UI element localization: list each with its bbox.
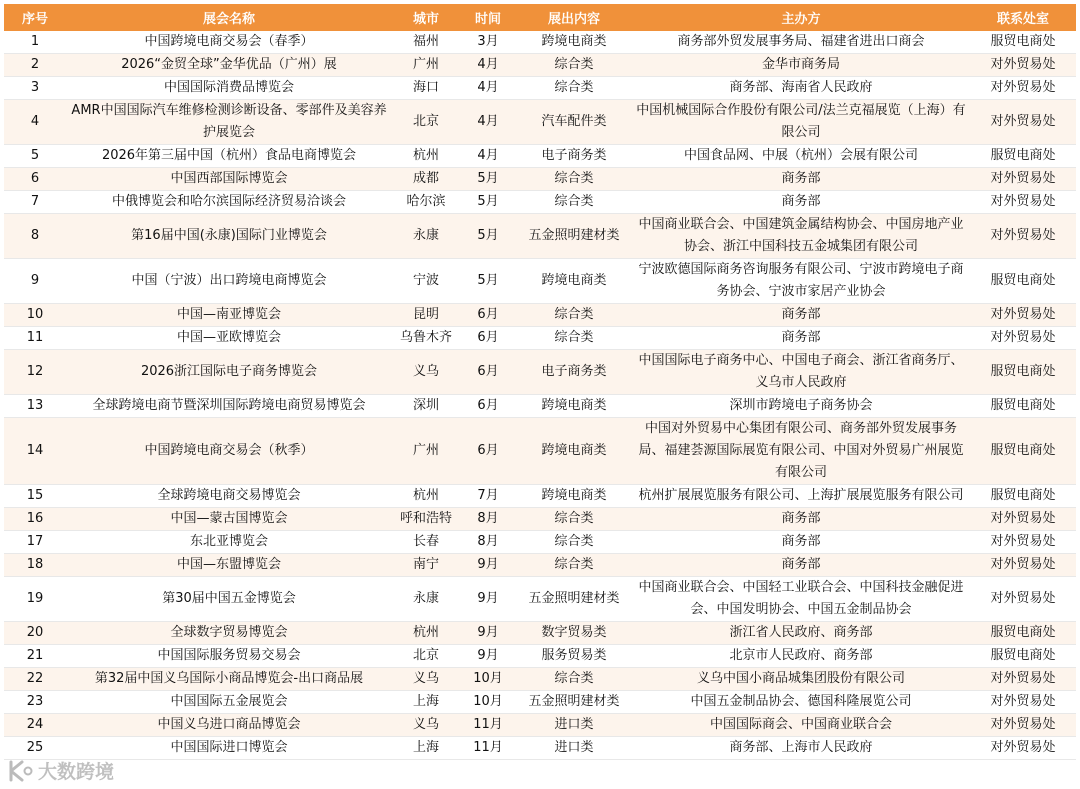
cell-index: 20 [4,622,66,645]
cell-city: 广州 [392,54,460,77]
cell-month: 9月 [460,554,516,577]
cell-index: 9 [4,259,66,304]
cell-index: 21 [4,645,66,668]
cell-organizer: 中国机械国际合作股份有限公司/法兰克福展览（上海）有限公司 [632,100,970,145]
table-body [4,31,1076,760]
cell-category: 汽车配件类 [516,100,632,145]
cell-index: 15 [4,485,66,508]
cell-organizer: 商务部 [632,508,970,531]
cell-fair-name: 中国国际五金展览会 [66,691,392,714]
cell-month: 10月 [460,668,516,691]
cell-organizer: 商务部外贸发展事务局、福建省进出口商会 [632,31,970,54]
table-row [4,327,1076,350]
cell-organizer: 杭州扩展展览服务有限公司、上海扩展展览服务有限公司 [632,485,970,508]
cell-index: 14 [4,418,66,485]
cell-city: 义乌 [392,714,460,737]
table-row [4,191,1076,214]
cell-contact-office: 对外贸易处 [970,737,1076,760]
cell-month: 4月 [460,100,516,145]
cell-contact-office: 对外贸易处 [970,577,1076,622]
cell-city: 北京 [392,645,460,668]
cell-contact-office: 对外贸易处 [970,54,1076,77]
cell-index: 2 [4,54,66,77]
cell-city: 宁波 [392,259,460,304]
cell-index: 17 [4,531,66,554]
cell-month: 5月 [460,259,516,304]
cell-contact-office: 服贸电商处 [970,31,1076,54]
cell-index: 5 [4,145,66,168]
cell-fair-name: 中国跨境电商交易会（秋季） [66,418,392,485]
table-row [4,554,1076,577]
cell-city: 福州 [392,31,460,54]
cell-index: 7 [4,191,66,214]
cell-contact-office: 服贸电商处 [970,259,1076,304]
table-row [4,691,1076,714]
cell-contact-office: 对外贸易处 [970,168,1076,191]
cell-month: 6月 [460,304,516,327]
cell-index: 18 [4,554,66,577]
cell-index: 1 [4,31,66,54]
cell-fair-name: 全球跨境电商交易博览会 [66,485,392,508]
cell-month: 4月 [460,54,516,77]
cell-organizer: 商务部 [632,531,970,554]
cell-month: 4月 [460,77,516,100]
cell-category: 跨境电商类 [516,418,632,485]
cell-contact-office: 服贸电商处 [970,485,1076,508]
cell-organizer: 中国食品网、中展（杭州）会展有限公司 [632,145,970,168]
table-row [4,737,1076,760]
cell-fair-name: 全球数字贸易博览会 [66,622,392,645]
cell-city: 长春 [392,531,460,554]
table-row [4,304,1076,327]
cell-month: 9月 [460,577,516,622]
cell-category: 综合类 [516,168,632,191]
cell-contact-office: 对外贸易处 [970,304,1076,327]
table-row [4,214,1076,259]
cell-fair-name: AMR中国国际汽车维修检测诊断设备、零部件及美容养护展览会 [66,100,392,145]
cell-city: 广州 [392,418,460,485]
cell-city: 永康 [392,214,460,259]
cell-fair-name: 2026“金贸全球”金华优品（广州）展 [66,54,392,77]
cell-city: 义乌 [392,668,460,691]
cell-category: 综合类 [516,304,632,327]
cell-month: 8月 [460,531,516,554]
header-row [4,4,1076,31]
cell-fair-name: 中国—南亚博览会 [66,304,392,327]
cell-category: 电子商务类 [516,145,632,168]
cell-city: 永康 [392,577,460,622]
cell-city: 深圳 [392,395,460,418]
cell-index: 23 [4,691,66,714]
watermark-text: 大数跨境 [38,761,115,783]
cell-organizer: 浙江省人民政府、商务部 [632,622,970,645]
cell-organizer: 商务部 [632,327,970,350]
cell-city: 哈尔滨 [392,191,460,214]
table-row [4,54,1076,77]
cell-category: 综合类 [516,668,632,691]
cell-month: 9月 [460,645,516,668]
cell-city: 呼和浩特 [392,508,460,531]
table-row [4,485,1076,508]
cell-month: 10月 [460,691,516,714]
table-row [4,350,1076,395]
cell-category: 综合类 [516,191,632,214]
cell-organizer: 义乌中国小商品城集团股份有限公司 [632,668,970,691]
cell-fair-name: 中国—亚欧博览会 [66,327,392,350]
table-row [4,31,1076,54]
cell-fair-name: 2026浙江国际电子商务博览会 [66,350,392,395]
cell-contact-office: 对外贸易处 [970,77,1076,100]
table-row [4,77,1076,100]
cell-organizer: 商务部 [632,554,970,577]
cell-category: 综合类 [516,77,632,100]
cell-city: 昆明 [392,304,460,327]
cell-category: 综合类 [516,531,632,554]
cell-organizer: 中国商业联合会、中国轻工业联合会、中国科技金融促进会、中国发明协会、中国五金制品协会 [632,577,970,622]
cell-organizer: 深圳市跨境电子商务协会 [632,395,970,418]
cell-month: 8月 [460,508,516,531]
table-row [4,714,1076,737]
header-cell: 主办方 [632,4,970,31]
cell-fair-name: 中国—蒙古国博览会 [66,508,392,531]
cell-city: 南宁 [392,554,460,577]
cell-organizer: 中国商业联合会、中国建筑金属结构协会、中国房地产业协会、浙江中国科技五金城集团有限公司 [632,214,970,259]
cell-contact-office: 服贸电商处 [970,350,1076,395]
table-row [4,418,1076,485]
cell-index: 10 [4,304,66,327]
k-logo-icon [8,760,34,782]
cell-fair-name: 中国国际进口博览会 [66,737,392,760]
cell-organizer: 中国五金制品协会、德国科隆展览公司 [632,691,970,714]
header-cell: 联系处室 [970,4,1076,31]
cell-contact-office: 对外贸易处 [970,714,1076,737]
cell-index: 8 [4,214,66,259]
cell-fair-name: 中国国际服务贸易交易会 [66,645,392,668]
cell-city: 杭州 [392,145,460,168]
cell-index: 6 [4,168,66,191]
watermark [8,757,114,784]
cell-category: 五金照明建材类 [516,691,632,714]
cell-fair-name: 2026年第三届中国（杭州）食品电商博览会 [66,145,392,168]
cell-organizer: 商务部 [632,191,970,214]
cell-fair-name: 中国跨境电商交易会（春季） [66,31,392,54]
cell-index: 25 [4,737,66,760]
cell-fair-name: 中国义乌进口商品博览会 [66,714,392,737]
cell-month: 6月 [460,395,516,418]
cell-city: 杭州 [392,485,460,508]
cell-fair-name: 中国西部国际博览会 [66,168,392,191]
cell-category: 服务贸易类 [516,645,632,668]
cell-month: 4月 [460,145,516,168]
header-cell: 展会名称 [66,4,392,31]
table-row [4,145,1076,168]
fair-table [4,4,1076,760]
cell-contact-office: 服贸电商处 [970,395,1076,418]
cell-organizer: 金华市商务局 [632,54,970,77]
page [4,4,1076,760]
cell-index: 4 [4,100,66,145]
cell-month: 5月 [460,168,516,191]
cell-organizer: 中国对外贸易中心集团有限公司、商务部外贸发展事务局、福建荟源国际展览有限公司、中国对外贸易广州展览有限公司 [632,418,970,485]
cell-fair-name: 东北亚博览会 [66,531,392,554]
cell-organizer: 北京市人民政府、商务部 [632,645,970,668]
cell-fair-name: 第16届中国(永康)国际门业博览会 [66,214,392,259]
cell-contact-office: 对外贸易处 [970,327,1076,350]
cell-contact-office: 对外贸易处 [970,508,1076,531]
cell-category: 跨境电商类 [516,395,632,418]
cell-month: 11月 [460,737,516,760]
cell-city: 义乌 [392,350,460,395]
cell-city: 北京 [392,100,460,145]
cell-category: 五金照明建材类 [516,214,632,259]
cell-month: 5月 [460,191,516,214]
cell-contact-office: 对外贸易处 [970,691,1076,714]
table-row [4,168,1076,191]
cell-contact-office: 对外贸易处 [970,191,1076,214]
cell-fair-name: 全球跨境电商节暨深圳国际跨境电商贸易博览会 [66,395,392,418]
header-cell: 时间 [460,4,516,31]
cell-fair-name: 中国—东盟博览会 [66,554,392,577]
cell-category: 五金照明建材类 [516,577,632,622]
table-row [4,622,1076,645]
cell-city: 上海 [392,691,460,714]
cell-fair-name: 中国国际消费品博览会 [66,77,392,100]
cell-index: 22 [4,668,66,691]
cell-fair-name: 第32届中国义乌国际小商品博览会-出口商品展 [66,668,392,691]
cell-month: 6月 [460,350,516,395]
cell-month: 5月 [460,214,516,259]
cell-contact-office: 对外贸易处 [970,214,1076,259]
cell-organizer: 中国国际商会、中国商业联合会 [632,714,970,737]
cell-city: 上海 [392,737,460,760]
cell-month: 9月 [460,622,516,645]
table-row [4,259,1076,304]
cell-category: 进口类 [516,714,632,737]
cell-contact-office: 服贸电商处 [970,418,1076,485]
table-row [4,668,1076,691]
cell-index: 11 [4,327,66,350]
cell-organizer: 商务部 [632,304,970,327]
table-row [4,508,1076,531]
cell-index: 19 [4,577,66,622]
cell-category: 跨境电商类 [516,485,632,508]
cell-city: 乌鲁木齐 [392,327,460,350]
cell-fair-name: 中国（宁波）出口跨境电商博览会 [66,259,392,304]
cell-category: 跨境电商类 [516,31,632,54]
cell-category: 综合类 [516,327,632,350]
cell-index: 16 [4,508,66,531]
cell-city: 杭州 [392,622,460,645]
cell-category: 数字贸易类 [516,622,632,645]
cell-contact-office: 对外贸易处 [970,668,1076,691]
cell-month: 11月 [460,714,516,737]
table-row [4,100,1076,145]
cell-organizer: 中国国际电子商务中心、中国电子商会、浙江省商务厅、义乌市人民政府 [632,350,970,395]
cell-category: 综合类 [516,54,632,77]
table-row [4,577,1076,622]
cell-contact-office: 服贸电商处 [970,622,1076,645]
cell-month: 6月 [460,418,516,485]
cell-fair-name: 中俄博览会和哈尔滨国际经济贸易洽谈会 [66,191,392,214]
cell-organizer: 商务部、海南省人民政府 [632,77,970,100]
header-cell: 城市 [392,4,460,31]
header-cell: 展出内容 [516,4,632,31]
cell-month: 7月 [460,485,516,508]
cell-category: 综合类 [516,554,632,577]
cell-index: 3 [4,77,66,100]
table-row [4,395,1076,418]
table-row [4,531,1076,554]
cell-index: 24 [4,714,66,737]
header-cell: 序号 [4,4,66,31]
cell-city: 成都 [392,168,460,191]
table-row [4,645,1076,668]
cell-organizer: 宁波欧德国际商务咨询服务有限公司、宁波市跨境电子商务协会、宁波市家居产业协会 [632,259,970,304]
cell-contact-office: 服贸电商处 [970,145,1076,168]
cell-contact-office: 对外贸易处 [970,100,1076,145]
cell-category: 跨境电商类 [516,259,632,304]
cell-city: 海口 [392,77,460,100]
cell-fair-name: 第30届中国五金博览会 [66,577,392,622]
cell-organizer: 商务部 [632,168,970,191]
cell-category: 综合类 [516,508,632,531]
cell-month: 6月 [460,327,516,350]
cell-category: 进口类 [516,737,632,760]
cell-contact-office: 对外贸易处 [970,554,1076,577]
cell-index: 12 [4,350,66,395]
cell-index: 13 [4,395,66,418]
cell-category: 电子商务类 [516,350,632,395]
cell-month: 3月 [460,31,516,54]
cell-contact-office: 对外贸易处 [970,531,1076,554]
cell-contact-office: 服贸电商处 [970,645,1076,668]
cell-organizer: 商务部、上海市人民政府 [632,737,970,760]
